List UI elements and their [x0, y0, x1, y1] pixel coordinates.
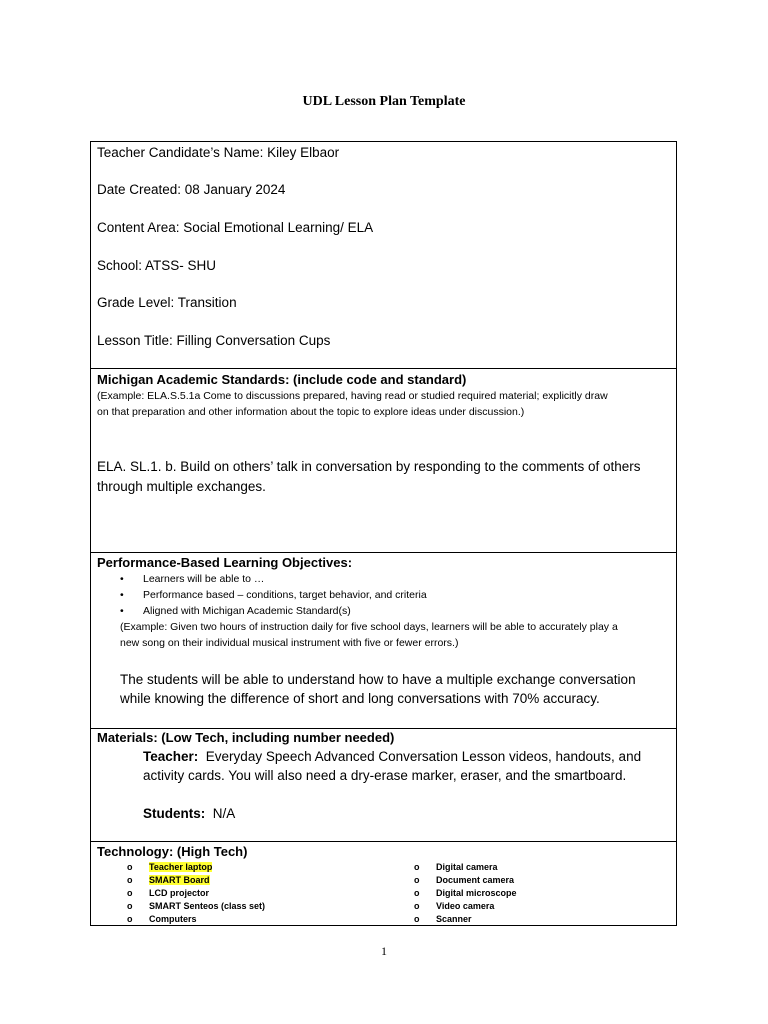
students-label: Students:: [143, 806, 206, 821]
technology-cell: [91, 842, 676, 926]
tech-right-5: o Scanner: [436, 914, 472, 924]
objectives-body-2: while knowing the difference of short and long conversations with 70% accuracy.: [120, 691, 600, 706]
info-cell: [91, 142, 676, 369]
standards-body-2: through multiple exchanges.: [97, 479, 266, 494]
page-number: 1: [381, 944, 387, 958]
tech-right-2: o Document camera: [436, 875, 514, 885]
highlighted-text: SMART Board: [149, 875, 210, 885]
lesson-plan-table: [90, 141, 677, 926]
tech-left-5: o Computers: [149, 914, 197, 924]
tech-left-3: o LCD projector: [149, 888, 209, 898]
standards-example-2: on that preparation and other information about the topic to explore ideas under discussion.): [97, 406, 525, 418]
objective-bullet-1: • Learners will be able to …: [143, 573, 264, 585]
objectives-cell: [91, 553, 676, 729]
tech-right-3: o Digital microscope: [436, 888, 517, 898]
objective-bullet-3: • Aligned with Michigan Academic Standard(s): [143, 605, 351, 617]
teacher-materials-2: activity cards. You will also need a dry-erase marker, eraser, and the smartboard.: [143, 768, 627, 783]
materials-teacher-line: [143, 749, 641, 764]
lesson-title: Lesson Title: Filling Conversation Cups: [97, 333, 331, 348]
objectives-example-2: new song on their individual musical instrument with five or fewer errors.): [120, 637, 459, 649]
tech-right-1: o Digital camera: [436, 862, 498, 872]
students-value: N/A: [212, 806, 236, 821]
standards-cell: [91, 369, 676, 553]
date-created: Date Created: 08 January 2024: [97, 182, 286, 197]
tech-right-4: o Video camera: [436, 901, 494, 911]
tech-left-4: o SMART Senteos (class set): [149, 901, 265, 911]
school: School: ATSS- SHU: [97, 258, 217, 273]
standards-heading: Michigan Academic Standards: (include code and standard): [97, 372, 467, 387]
teacher-name: Teacher Candidate’s Name: Kiley Elbaor: [97, 145, 340, 160]
standards-example-1: (Example: ELA.S.5.1a Come to discussions prepared, having read or studied required material; explicitly draw: [97, 390, 608, 402]
grade-level: Grade Level: Transition: [97, 295, 237, 310]
objectives-heading: Performance-Based Learning Objectives:: [97, 555, 353, 570]
standards-body-1: ELA. SL.1. b. Build on others’ talk in conversation by responding to the comments of others: [97, 459, 641, 474]
content-area: Content Area: Social Emotional Learning/ ELA: [97, 220, 374, 235]
teacher-label: Teacher:: [143, 749, 199, 764]
tech-left-2: [149, 875, 210, 885]
document-title: UDL Lesson Plan Template: [302, 94, 466, 109]
materials-cell: [91, 729, 676, 842]
materials-heading: Materials: (Low Tech, including number needed): [97, 730, 395, 745]
tech-left-1: [149, 862, 212, 872]
objectives-example-1: (Example: Given two hours of instruction daily for five school days, learners will be able to accurately play a: [120, 621, 618, 633]
highlighted-text: Teacher laptop: [149, 862, 213, 872]
objective-bullet-2: • Performance based – conditions, target behavior, and criteria: [143, 589, 427, 601]
teacher-materials-1: Everyday Speech Advanced Conversation Lesson videos, handouts, and: [205, 749, 642, 764]
objectives-body-1: The students will be able to understand how to have a multiple exchange conversation: [120, 672, 636, 687]
materials-students-line: [143, 806, 235, 821]
technology-heading: Technology: (High Tech): [97, 844, 248, 859]
